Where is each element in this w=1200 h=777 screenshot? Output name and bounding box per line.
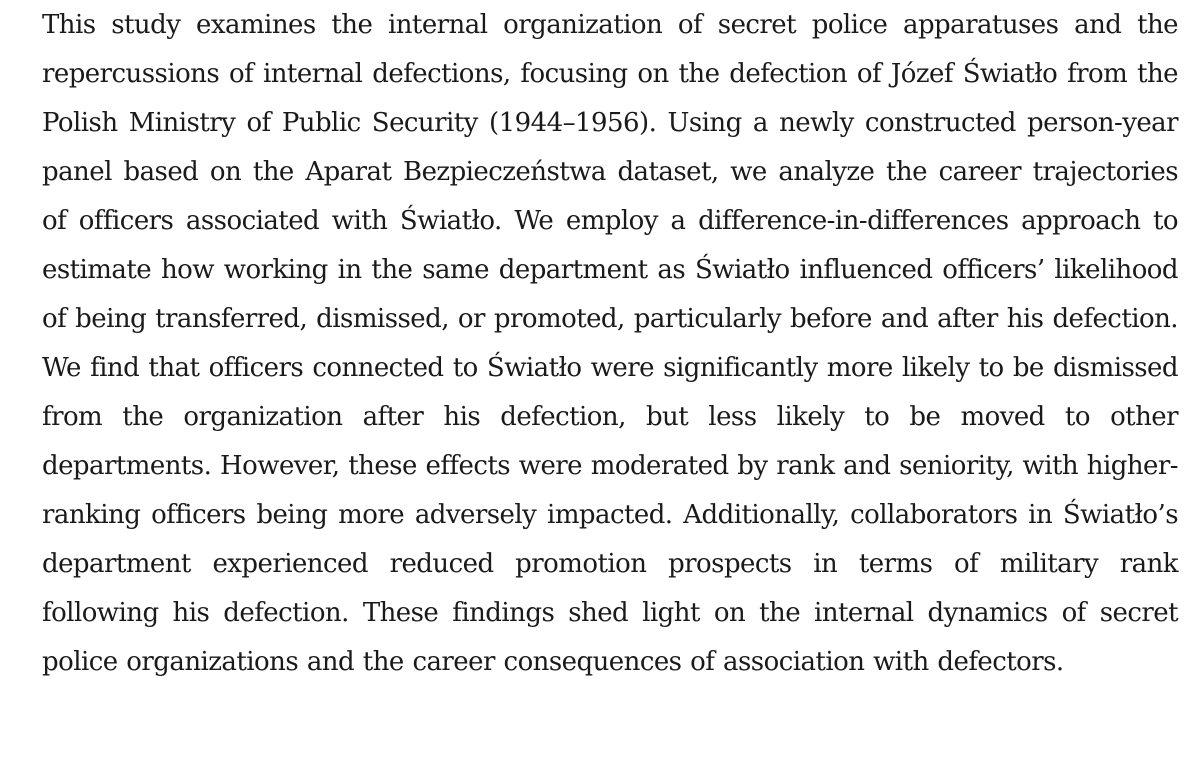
- abstract-paragraph: This study examines the internal organization of secret police apparatuses and the repercussions of internal defections, focusing on the defection of Józef Światło from the Polish Ministry of Public Security (1944–1956). Using a newly constructed person-year panel based on the Aparat Bezpieczeństwa dataset, we analyze the career trajectories of officers associated with Światło. We employ a difference-in-differences approach to estimate how working in the same department as Światło influenced officers’ likelihood of being transferred, dismissed, or promoted, particularly before and after his defection. We find that officers connected to Światło were significantly more likely to be dismissed from the organization after his defection, but less likely to be moved to other departments. However, these effects were moderated by rank and seniority, with higher-ranking officers being more adversely impacted. Additionally, collaborators in Światło’s department experienced reduced promotion prospects in terms of military rank following his defection. These findings shed light on the internal dynamics of secret police organizations and the career consequences of association with defectors.: [42, 10, 1178, 677]
